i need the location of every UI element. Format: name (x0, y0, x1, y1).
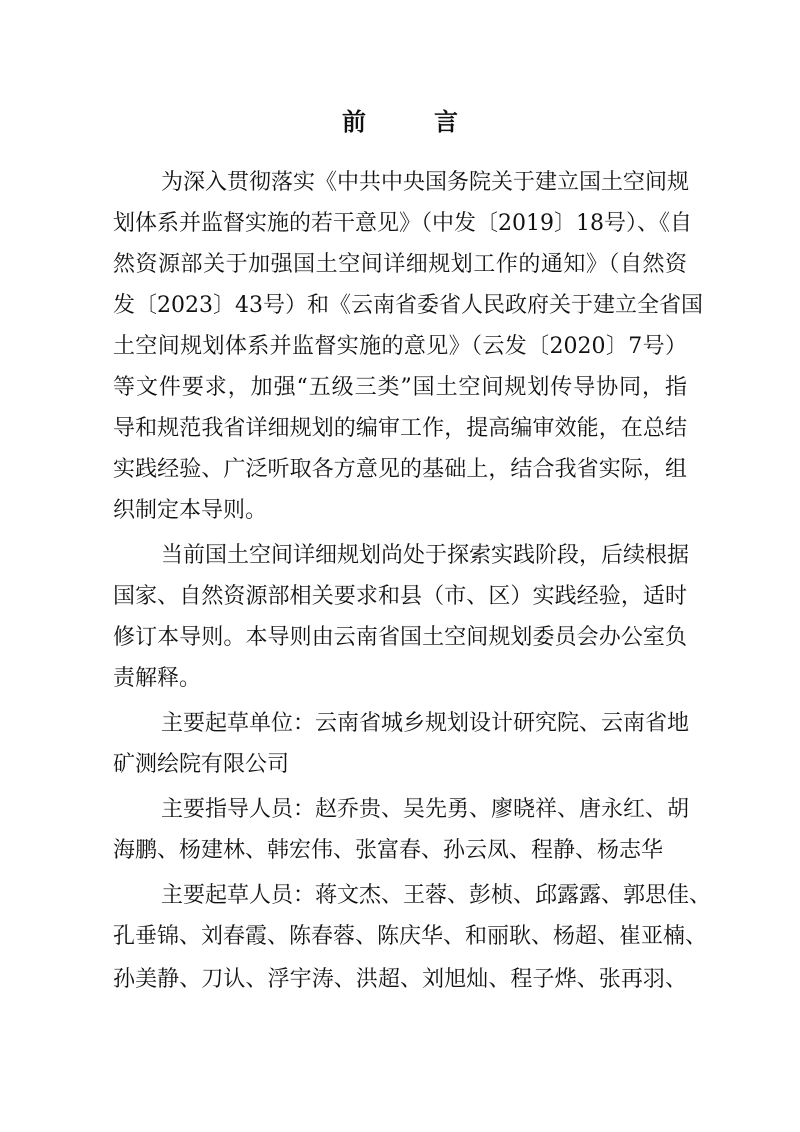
text-line: 等文件要求，加强“五级三类”国土空间规划传导协同，指 (113, 375, 687, 400)
text-line: 为深入贯彻落实《中共中央国务院关于建立国土空间规 (161, 170, 690, 195)
text-line: 实践经验、广泛听取各方意见的基础上，结合我省实际，组 (113, 457, 687, 482)
text-line: 土空间规划体系并监督实施的意见》（云发〔2020〕7号） (113, 334, 687, 359)
text-line: 然资源部关于加强国土空间详细规划工作的通知》（自然资 (113, 252, 687, 277)
text-line: 主要起草单位：云南省城乡规划设计研究院、云南省地 (161, 711, 690, 736)
text-line: 责解释。 (113, 666, 202, 691)
text-line: 矿测绘院有限公司 (113, 752, 290, 777)
text-line: 导和规范我省详细规划的编审工作，提高编审效能，在总结 (113, 416, 687, 441)
text-line: 主要起草人员：蒋文杰、王蓉、彭桢、邱露露、郭思佳、 (161, 883, 712, 908)
text-line: 国家、自然资源部相关要求和县（市、区）实践经验，适时 (113, 584, 687, 609)
text-line: 孙美静、刀认、浮宇涛、洪超、刘旭灿、程子烨、张再羽、 (113, 967, 687, 992)
text-line: 划体系并监督实施的若干意见》（中发〔2019〕18号）、《自 (113, 211, 692, 236)
text-line: 织制定本导则。 (113, 498, 268, 523)
text-line: 主要指导人员：赵乔贵、吴先勇、廖晓祥、唐永红、胡 (161, 797, 690, 822)
text-line: 孔垂锦、刘春霞、陈春蓉、陈庆华、和丽耿、杨超、崔亚楠、 (113, 924, 708, 949)
text-line: 修订本导则。本导则由云南省国土空间规划委员会办公室负 (113, 625, 687, 650)
text-line: 当前国土空间详细规划尚处于探索实践阶段，后续根据 (161, 543, 690, 568)
text-line: 海鹏、杨建林、韩宏伟、张富春、孙云凤、程静、杨志华 (113, 838, 664, 863)
text-line: 发〔2023〕43号）和《云南省委省人民政府关于建立全省国 (113, 293, 703, 318)
page-title: 前 言 (342, 107, 480, 136)
